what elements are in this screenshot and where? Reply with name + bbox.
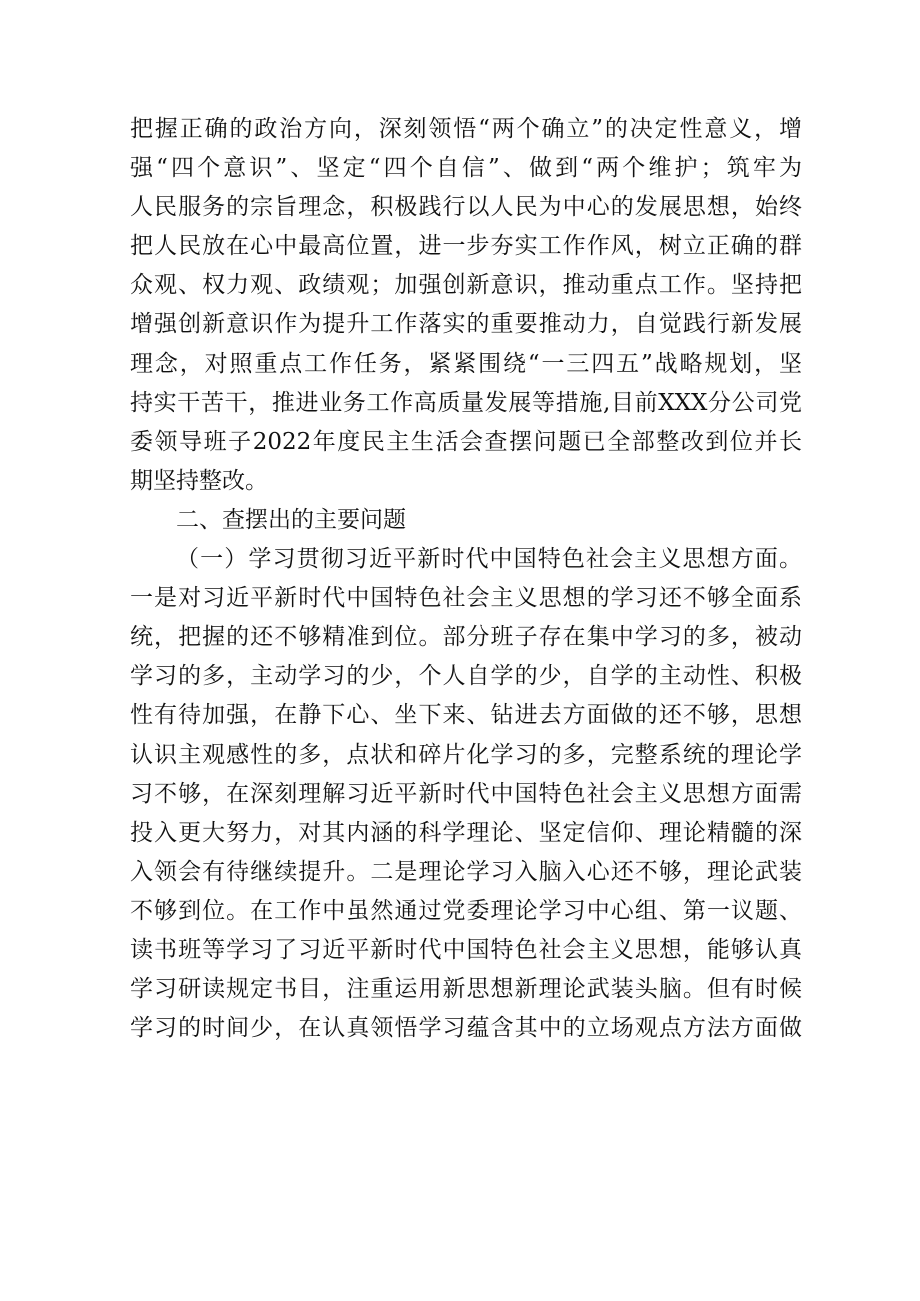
text-line: 期坚持整改。 bbox=[130, 467, 268, 494]
text-line: 学习的时间少，在认真领悟学习蕴含其中的立场观点方法方面做 bbox=[130, 1015, 802, 1042]
text-line: 统，把握的还不够精准到位。部分班子存在集中学习的多，被动 bbox=[130, 624, 802, 651]
text-line: 习不够，在深刻理解习近平新时代中国特色社会主义思想方面需 bbox=[130, 780, 802, 807]
text-line: 持实干苦干，推进业务工作高质量发展等措施,目前XXX分公司党 bbox=[130, 389, 802, 416]
text-line: 学习的多，主动学习的少，个人自学的少，自学的主动性、积极 bbox=[130, 663, 802, 690]
subsection-heading: （一）学习贯彻习近平新时代中国特色社会主义思想方面。 bbox=[176, 546, 802, 573]
paragraph-2 bbox=[130, 540, 802, 1048]
text-line: 把人民放在心中最高位置，进一步夯实工作作风，树立正确的群 bbox=[130, 233, 802, 260]
text-line: 入领会有待继续提升。二是理论学习入脑入心还不够，理论武装 bbox=[130, 858, 802, 885]
text-line: 性有待加强，在静下心、坐下来、钻进去方面做的还不够，思想 bbox=[130, 702, 802, 729]
text-line: 人民服务的宗旨理念，积极践行以人民为中心的发展思想，始终 bbox=[130, 194, 802, 221]
text-line: 委领导班子2022年度民主生活会查摆问题已全部整改到位并长 bbox=[130, 428, 802, 455]
text-line: 理念，对照重点工作任务，紧紧围绕“一三四五”战略规划，坚 bbox=[130, 350, 802, 377]
text-line: 一是对习近平新时代中国特色社会主义思想的学习还不够全面系 bbox=[130, 585, 802, 612]
text-line: 强“四个意识”、坚定“四个自信”、做到“两个维护；筑牢为 bbox=[130, 155, 802, 182]
paragraph-1 bbox=[130, 110, 802, 501]
text-line: 认识主观感性的多，点状和碎片化学习的多，完整系统的理论学 bbox=[130, 741, 802, 768]
text-line: 把握正确的政治方向，深刻领悟“两个确立”的决定性意义，增 bbox=[130, 116, 802, 142]
text-line: 读书班等学习了习近平新时代中国特色社会主义思想，能够认真 bbox=[130, 936, 802, 963]
text-line: 不够到位。在工作中虽然通过党委理论学习中心组、第一议题、 bbox=[130, 897, 802, 924]
text-line: 增强创新意识作为提升工作落实的重要推动力，自觉践行新发展 bbox=[130, 311, 802, 338]
text-line: 学习研读规定书目，注重运用新思想新理论武装头脑。但有时候 bbox=[130, 976, 802, 1003]
document-body bbox=[130, 110, 802, 1048]
text-line: 众观、权力观、政绩观；加强创新意识，推动重点工作。坚持把 bbox=[130, 272, 802, 299]
section-heading: 二、查摆出的主要问题 bbox=[176, 506, 406, 533]
text-line: 投入更大努力，对其内涵的科学理论、坚定信仰、理论精髓的深 bbox=[130, 819, 802, 846]
